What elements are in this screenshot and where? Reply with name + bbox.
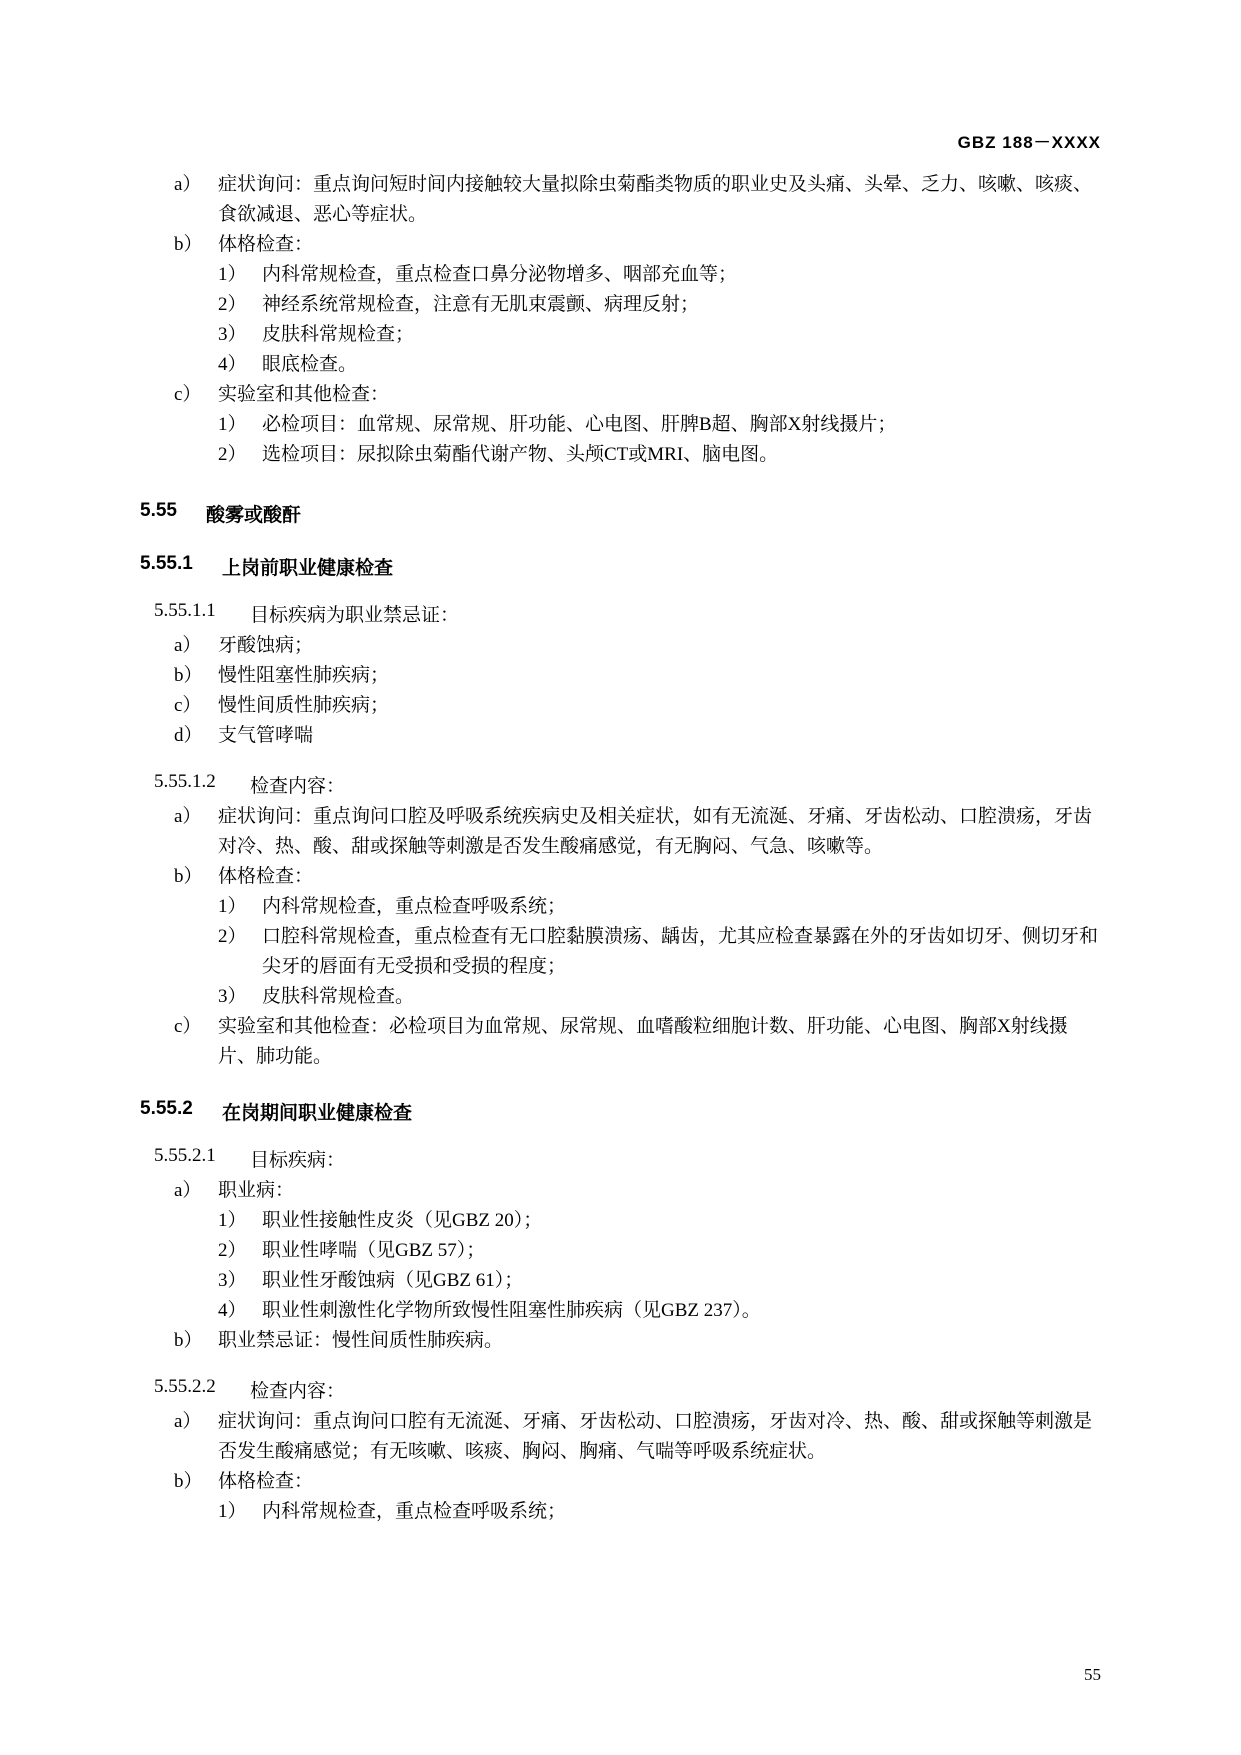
list-text: 选检项目：尿拟除虫菊酯代谢产物、头颅CT或MRI、脑电图。 — [262, 444, 779, 465]
list-item — [218, 410, 1100, 440]
list-item — [174, 631, 1100, 661]
list-marker: 1） — [218, 414, 247, 435]
list-marker: b） — [174, 866, 203, 887]
list-marker: 2） — [218, 926, 247, 947]
list-item — [174, 1326, 1100, 1356]
list-marker: 2） — [218, 294, 247, 315]
list-item — [218, 1296, 1100, 1326]
list-item — [218, 922, 1100, 982]
heading-number: 5.55.1.1 — [154, 600, 216, 621]
list-text: 慢性阻塞性肺疾病； — [218, 665, 390, 686]
list-item — [218, 892, 1100, 922]
heading-5-55-2-2 — [154, 1376, 1100, 1403]
list-text: 职业禁忌证：慢性间质性肺疾病。 — [218, 1330, 504, 1351]
list-item — [174, 170, 1100, 230]
list-text: 内科常规检查，重点检查呼吸系统； — [262, 896, 567, 917]
list-text: 症状询问：重点询问短时间内接触较大量拟除虫菊酯类物质的职业史及头痛、头晕、乏力、咳嗽、咳痰、食欲减退、恶心等症状。 — [218, 174, 1093, 225]
list-text: 职业性牙酸蚀病（见GBZ 61）； — [262, 1270, 524, 1291]
list-item — [218, 260, 1100, 290]
list-item — [218, 350, 1100, 380]
document-body — [140, 170, 1100, 1527]
heading-number: 5.55.1.2 — [154, 771, 216, 792]
heading-number: 5.55.2.1 — [154, 1145, 216, 1166]
heading-title: 酸雾或酸酐 — [206, 505, 302, 526]
list-text: 职业性刺激性化学物所致慢性阻塞性肺疾病（见GBZ 237）。 — [262, 1300, 761, 1321]
list-item — [174, 721, 1100, 751]
list-marker: b） — [174, 665, 203, 686]
list-item — [174, 1467, 1100, 1497]
list-item — [174, 1176, 1100, 1206]
list-marker: a） — [174, 1180, 202, 1201]
list-marker: 3） — [218, 324, 247, 345]
heading-5-55-1-2 — [154, 771, 1100, 798]
heading-5-55 — [140, 500, 1100, 527]
heading-5-55-1-1 — [154, 600, 1100, 627]
list-text: 症状询问：重点询问口腔有无流涎、牙痛、牙齿松动、口腔溃疡，牙齿对冷、热、酸、甜或探触等刺激是否发生酸痛感觉；有无咳嗽、咳痰、胸闷、胸痛、气喘等呼吸系统症状。 — [218, 1411, 1093, 1462]
list-item — [218, 290, 1100, 320]
list-item — [218, 1206, 1100, 1236]
list-text: 职业性接触性皮炎（见GBZ 20）； — [262, 1210, 543, 1231]
list-text: 内科常规检查，重点检查呼吸系统； — [262, 1501, 567, 1522]
list-text: 体格检查： — [218, 866, 314, 887]
list-item — [174, 380, 1100, 410]
heading-title: 检查内容： — [250, 1381, 346, 1402]
heading-title: 目标疾病： — [250, 1150, 346, 1171]
heading-number: 5.55.2.2 — [154, 1376, 216, 1397]
list-marker: 4） — [218, 354, 247, 375]
list-text: 症状询问：重点询问口腔及呼吸系统疾病史及相关症状，如有无流涎、牙痛、牙齿松动、口腔溃疡，牙齿对冷、热、酸、甜或探触等刺激是否发生酸痛感觉，有无胸闷、气急、咳嗽等。 — [218, 806, 1093, 857]
list-marker: c） — [174, 1016, 202, 1037]
list-marker: d） — [174, 725, 203, 746]
page-number: 55 — [1084, 1665, 1101, 1684]
list-marker: b） — [174, 1330, 203, 1351]
list-item — [174, 862, 1100, 892]
list-marker: 1） — [218, 1210, 247, 1231]
list-item — [174, 230, 1100, 260]
heading-number: 5.55.2 — [140, 1098, 193, 1119]
list-text: 内科常规检查，重点检查口鼻分泌物增多、咽部充血等； — [262, 264, 738, 285]
list-marker: b） — [174, 234, 203, 255]
page-header-standard-id: GBZ 188－XXXX — [957, 133, 1101, 152]
list-text: 职业性哮喘（见GBZ 57）； — [262, 1240, 486, 1261]
list-item — [174, 691, 1100, 721]
list-text: 皮肤科常规检查； — [262, 324, 415, 345]
list-item — [218, 1236, 1100, 1266]
heading-title: 检查内容： — [250, 776, 346, 797]
list-marker: 4） — [218, 1300, 247, 1321]
list-item — [174, 1012, 1100, 1072]
list-marker: a） — [174, 1411, 202, 1432]
heading-number: 5.55 — [140, 500, 177, 521]
list-item — [174, 802, 1100, 862]
list-item — [218, 1497, 1100, 1527]
list-item — [218, 440, 1100, 470]
list-marker: 3） — [218, 986, 247, 1007]
list-text: 实验室和其他检查： — [218, 384, 390, 405]
heading-title: 上岗前职业健康检查 — [222, 558, 394, 579]
list-text: 体格检查： — [218, 234, 314, 255]
list-item — [218, 1266, 1100, 1296]
heading-title: 目标疾病为职业禁忌证： — [250, 605, 460, 626]
list-marker: a） — [174, 806, 202, 827]
heading-number: 5.55.1 — [140, 553, 193, 574]
list-text: 支气管哮喘 — [218, 725, 314, 746]
list-marker: c） — [174, 384, 202, 405]
list-item — [174, 1407, 1100, 1467]
list-marker: 2） — [218, 1240, 247, 1261]
list-marker: 2） — [218, 444, 247, 465]
list-marker: a） — [174, 635, 202, 656]
heading-5-55-1 — [140, 553, 1100, 580]
list-text: 口腔科常规检查，重点检查有无口腔黏膜溃疡、龋齿，尤其应检查暴露在外的牙齿如切牙、侧切牙和尖牙的唇面有无受损和受损的程度； — [262, 926, 1099, 977]
list-text: 皮肤科常规检查。 — [262, 986, 415, 1007]
list-marker: a） — [174, 174, 202, 195]
list-item — [218, 320, 1100, 350]
heading-5-55-2 — [140, 1098, 1100, 1125]
list-text: 慢性间质性肺疾病； — [218, 695, 390, 716]
list-marker: b） — [174, 1471, 203, 1492]
list-text: 眼底检查。 — [262, 354, 358, 375]
list-text: 神经系统常规检查，注意有无肌束震颤、病理反射； — [262, 294, 700, 315]
list-marker: 1） — [218, 264, 247, 285]
list-text: 体格检查： — [218, 1471, 314, 1492]
list-marker: 1） — [218, 1501, 247, 1522]
list-item — [218, 982, 1100, 1012]
list-text: 职业病： — [218, 1180, 295, 1201]
list-text: 牙酸蚀病； — [218, 635, 314, 656]
list-text: 实验室和其他检查：必检项目为血常规、尿常规、血嗜酸粒细胞计数、肝功能、心电图、胸部X射线摄片、肺功能。 — [218, 1016, 1068, 1067]
heading-5-55-2-1 — [154, 1145, 1100, 1172]
list-item — [174, 661, 1100, 691]
list-marker: 3） — [218, 1270, 247, 1291]
heading-title: 在岗期间职业健康检查 — [222, 1103, 413, 1124]
list-marker: 1） — [218, 896, 247, 917]
list-marker: c） — [174, 695, 202, 716]
list-text: 必检项目：血常规、尿常规、肝功能、心电图、肝脾B超、胸部X射线摄片； — [262, 414, 897, 435]
